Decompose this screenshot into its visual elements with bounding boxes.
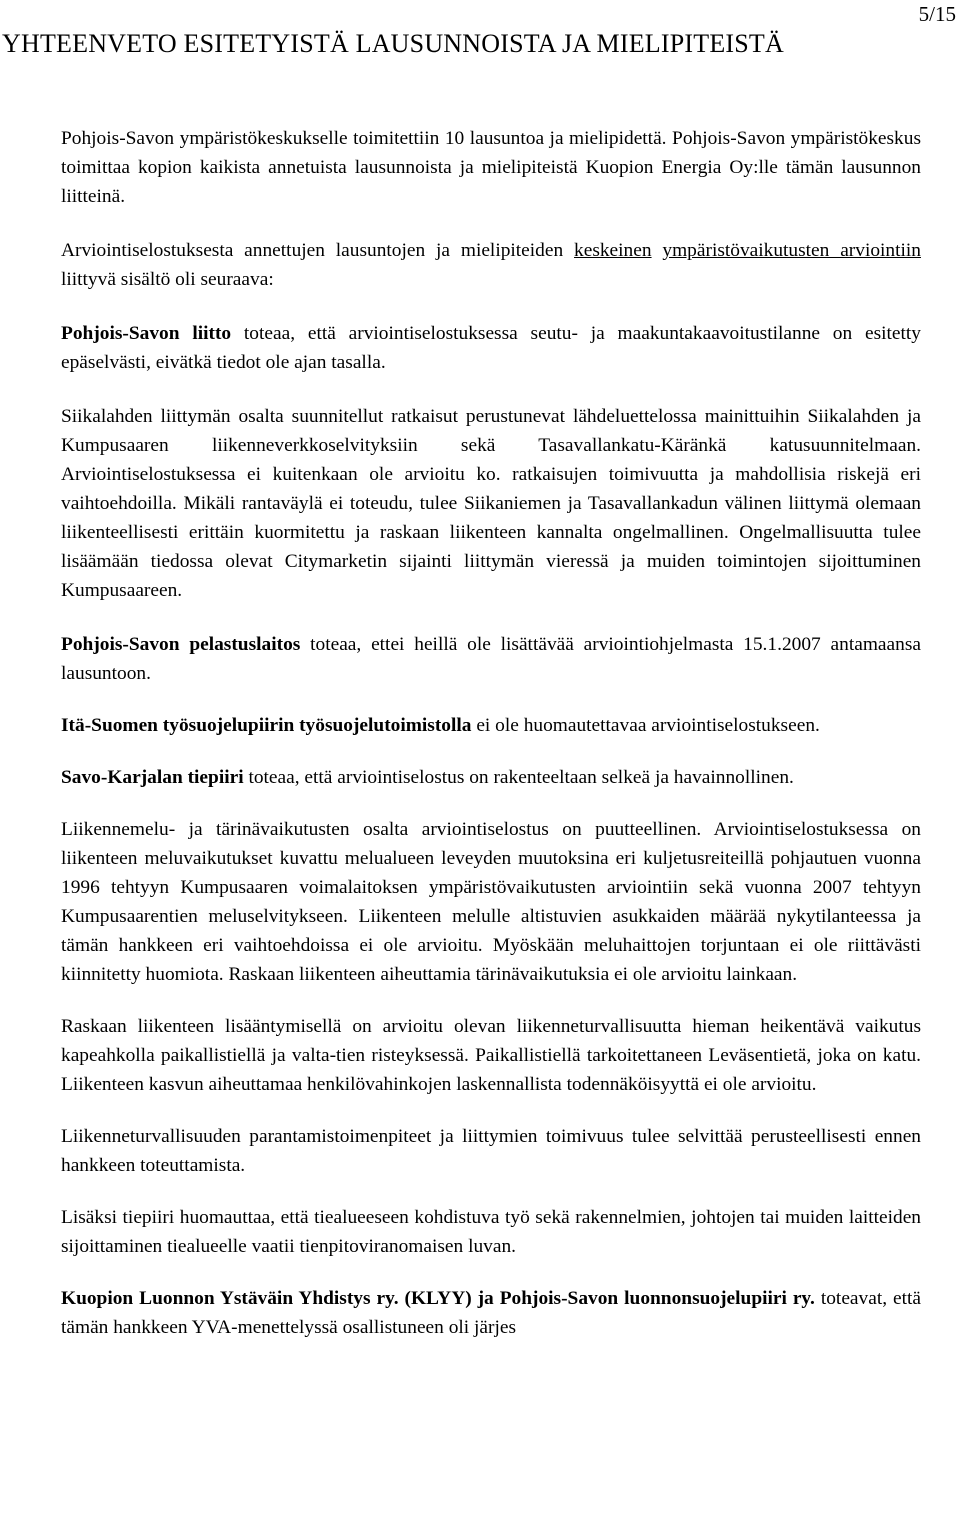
tyosuojelupiiri-paragraph bbox=[61, 711, 921, 740]
pohjois-savon-liitto-name: Pohjois-Savon liitto bbox=[61, 323, 232, 344]
tiepiiri-paragraph bbox=[61, 763, 921, 792]
pohjois-savon-liitto-text: toteaa, että arviointiselostuksessa seutu- ja maakuntakaavoitustilanne on esitetty epäselvästi, eivätkä tiedot ole ajan tasalla. bbox=[61, 323, 921, 373]
pelastuslaitos-text: toteaa, ettei heillä ole lisättävää arviointiohjelmasta 15.1.2007 antamaansa lausuntoon. bbox=[61, 634, 921, 684]
intro-paragraph: Pohjois-Savon ympäristökeskukselle toimitettiin 10 lausuntoa ja mielipidettä. Pohjois-Savon ympäristökeskus toimittaa kopion kaikista annetuista lausunnoista ja mielipiteistä Kuopion Energia Oy:lle tämän lausunnon liitteinä. bbox=[61, 128, 921, 207]
underlined-arviointi: ympäristövaikutusten arviointiin bbox=[662, 240, 921, 261]
page-number: 5/15 bbox=[918, 2, 956, 26]
pelastuslaitos-paragraph bbox=[61, 630, 921, 688]
siikalahti-paragraph: Siikalahden liittymän osalta suunnitellut ratkaisut perustunevat lähdeluettelossa mainittuihin Siikalahden ja Kumpusaaren liikenneverkkoselvityksiin sekä Tasavallankatu-Käränkä katusuunnitelmaan. Arviointiselostuksessa ei kuitenkaan ole arvioitu ko. ratkaisujen toimivuutta ja mahdollisia riskejä eri vaihtoehdoilla. Mikäli rantaväylä ei toteudu, tulee Siikaniemen ja Tasavallankadun välinen liittymä olemaan liikenteellisesti erittäin kuormitettu ja raskaan liikenteen kannalta ongelmallinen. Ongelmallisuutta tulee lisäämään tiedossa olevat Citymarketin sijainti liittymän vieressä ja muiden toimintojen sijoittuminen Kumpusaareen. bbox=[61, 406, 921, 601]
klyy-text: toteavat, että tämän hankkeen YVA-menettelyssä osallistuneen oli järjes bbox=[61, 1288, 921, 1338]
section-heading: YHTEENVETO ESITETYISTÄ LAUSUNNOISTA JA MIELIPITEISTÄ bbox=[2, 29, 784, 58]
summary-lead-paragraph bbox=[61, 236, 921, 294]
raskas-liikenne-paragraph: Raskaan liikenteen lisääntymisellä on arvioitu olevan liikenneturvallisuutta hieman heikentävä vaikutus kapeahkolla paikallistiellä ja valta-tien risteyksessä. Paikallistiellä tarkoitettaneen Leväsentietä, joka on katu. Liikenteen kasvun aiheuttamaa henkilövahinkojen laskennallista todennäköisyyttä ei ole arvioitu. bbox=[61, 1016, 921, 1095]
document-body bbox=[61, 124, 921, 1367]
summary-lead-text: Arviointiselostuksesta annettujen lausuntojen ja mielipiteiden bbox=[61, 240, 575, 261]
summary-lead-space bbox=[652, 240, 663, 261]
summary-lead-end: liittyvä sisältö oli seuraava: bbox=[61, 269, 274, 290]
pohjois-savon-liitto-paragraph bbox=[61, 319, 921, 377]
tyosuojelupiiri-name: Itä-Suomen työsuojelupiirin työsuojelutoimistolla bbox=[61, 715, 472, 736]
underlined-keskeinen: keskeinen bbox=[574, 240, 652, 261]
liikenneturvallisuus-paragraph: Liikenneturvallisuuden parantamistoimenpiteet ja liittymien toimivuus tulee selvittää perusteellisesti ennen hankkeen toteuttamista. bbox=[61, 1126, 921, 1176]
tiepiiri-name: Savo-Karjalan tiepiiri bbox=[61, 767, 244, 788]
klyy-paragraph bbox=[61, 1284, 921, 1342]
tiealue-paragraph: Lisäksi tiepiiri huomauttaa, että tiealueeseen kohdistuva työ sekä rakennelmien, johtojen tai muiden laitteiden sijoittaminen tiealueelle vaatii tienpitoviranomaisen luvan. bbox=[61, 1207, 921, 1257]
klyy-name: Kuopion Luonnon Ystäväin Yhdistys ry. (KLYY) ja Pohjois-Savon luonnonsuojelupiiri ry. bbox=[61, 1288, 815, 1309]
tiepiiri-text: toteaa, että arviointiselostus on rakenteeltaan selkeä ja havainnollinen. bbox=[243, 767, 794, 788]
tyosuojelupiiri-text: ei ole huomautettavaa arviointiselostukseen. bbox=[471, 715, 820, 736]
liikennemelu-paragraph: Liikennemelu- ja tärinävaikutusten osalta arviointiselostus on puutteellinen. Arviointiselostuksessa on liikenteen meluvaikutukset kuvattu melualueen leveyden muutoksina eri kuljetusreiteillä pohjautuen vuonna 1996 tehtyyn Kumpusaaren voimalaitoksen ympäristövaikutusten arviointiin sekä vuonna 2007 tehtyyn Kumpusaarentien meluselvitykseen. Liikenteen melulle altistuvien asukkaiden määrää nykytilanteessa ja tämän hankkeen eri vaihtoehdoissa ei ole arvioitu. Myöskään meluhaittojen torjuntaan ei ole riittävästi kiinnitetty huomiota. Raskaan liikenteen aiheuttamia tärinävaikutuksia ei ole arvioitu lainkaan. bbox=[61, 819, 921, 985]
pelastuslaitos-name: Pohjois-Savon pelastuslaitos bbox=[61, 634, 301, 655]
